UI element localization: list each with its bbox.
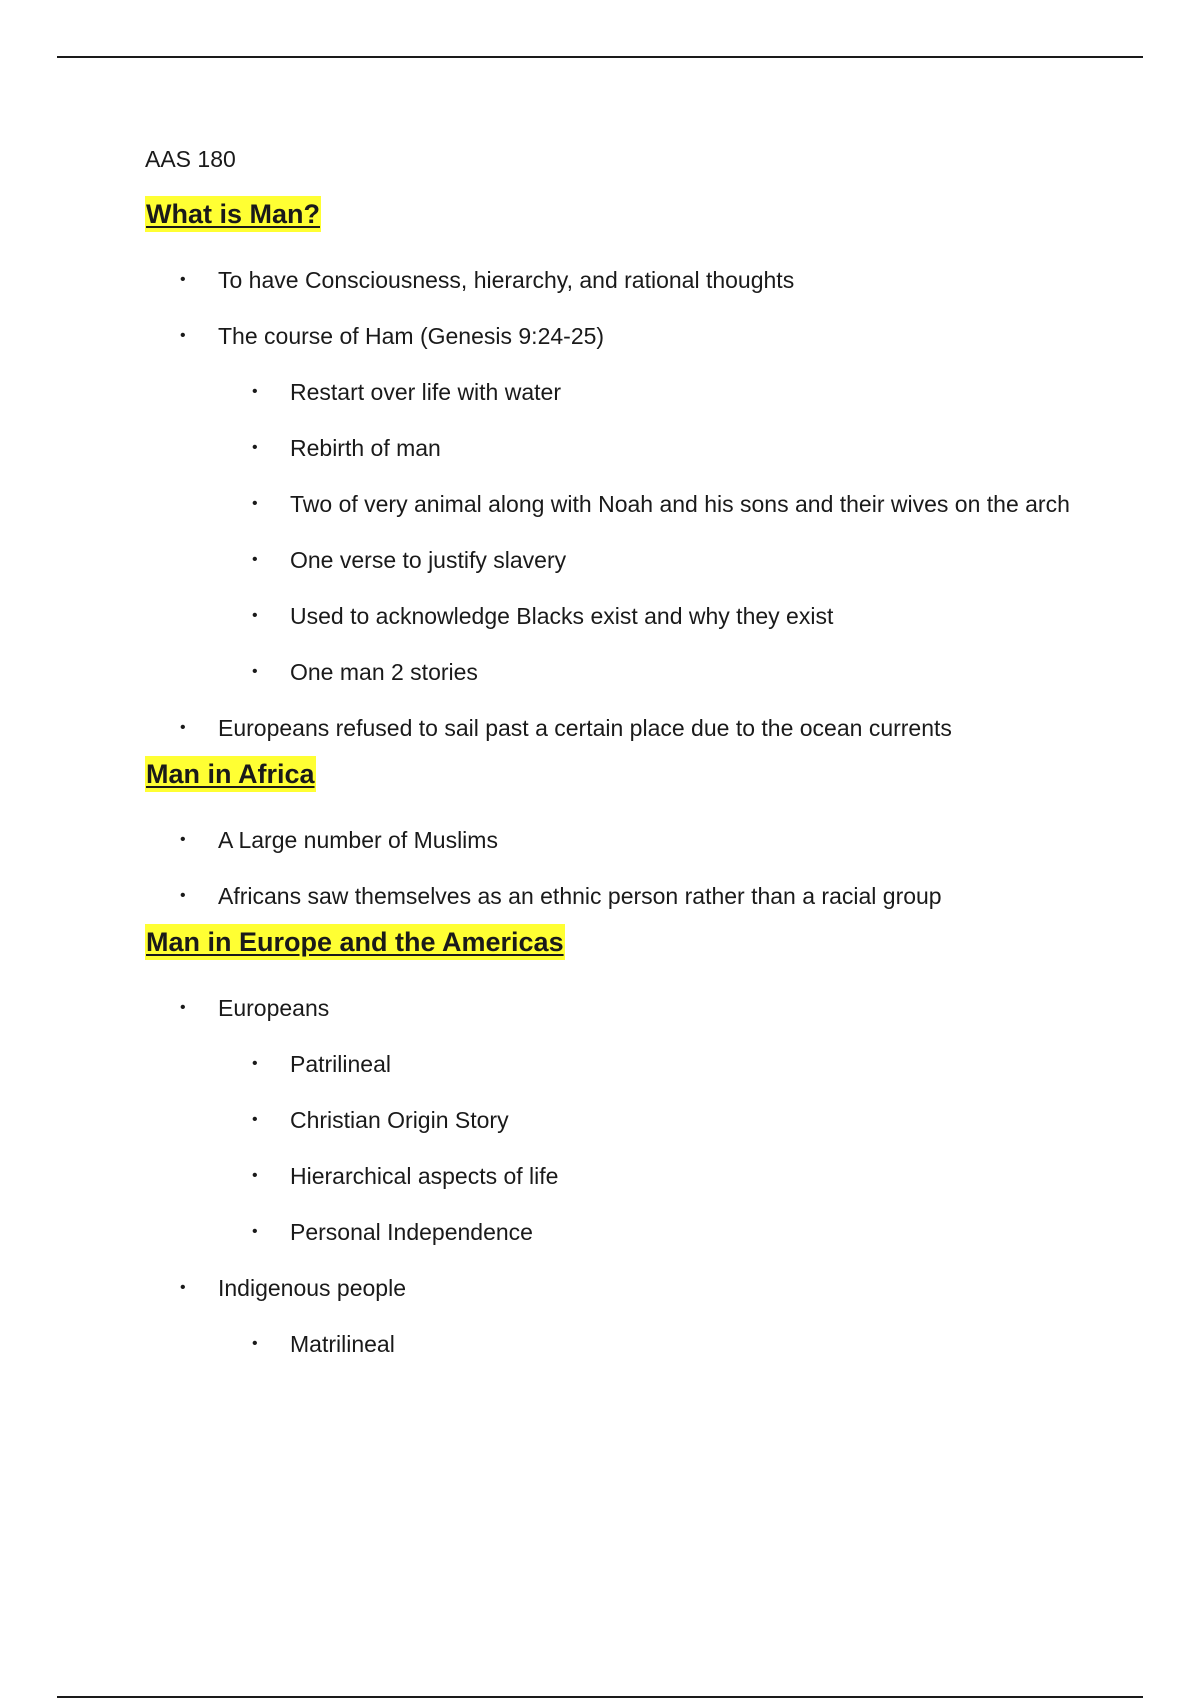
bottom-rule xyxy=(57,1696,1143,1698)
sub-list-item xyxy=(145,364,1085,420)
list-item xyxy=(145,980,1085,1036)
list-item xyxy=(145,252,1085,308)
section-heading-row xyxy=(145,756,1085,800)
bullet-icon: • xyxy=(252,607,258,624)
list-item-text: One verse to justify slavery xyxy=(290,547,567,573)
list-item xyxy=(145,308,1085,364)
section-heading-row xyxy=(145,924,1085,968)
list-item-text: One man 2 stories xyxy=(290,659,478,685)
bullet-list xyxy=(145,980,1085,1372)
sections-container xyxy=(145,196,1085,1372)
sub-list-item xyxy=(145,588,1085,644)
sub-list-item xyxy=(145,1316,1085,1372)
list-item-text: Rebirth of man xyxy=(290,435,441,461)
list-item-text: Used to acknowledge Blacks exist and why they exist xyxy=(290,603,834,629)
bullet-icon: • xyxy=(252,1335,258,1352)
sub-list-item xyxy=(145,420,1085,476)
list-item-text: A Large number of Muslims xyxy=(218,827,498,853)
bullet-icon: • xyxy=(180,887,186,904)
section-heading-row xyxy=(145,196,1085,240)
list-item-text: Restart over life with water xyxy=(290,379,561,405)
bullet-icon: • xyxy=(180,327,186,344)
section-title: What is Man? xyxy=(145,196,321,232)
bullet-icon: • xyxy=(252,1223,258,1240)
list-item-text: Personal Independence xyxy=(290,1219,533,1245)
list-item-text: Matrilineal xyxy=(290,1331,395,1357)
bullet-icon: • xyxy=(252,1055,258,1072)
bullet-icon: • xyxy=(252,495,258,512)
list-item-text: Europeans xyxy=(218,995,330,1021)
course-code: AAS 180 xyxy=(145,146,236,172)
bullet-icon: • xyxy=(252,1167,258,1184)
bullet-icon: • xyxy=(252,439,258,456)
list-item xyxy=(145,1260,1085,1316)
list-item-text: Two of very animal along with Noah and his sons and their wives on the arch xyxy=(290,491,1070,517)
bullet-icon: • xyxy=(180,719,186,736)
document-body xyxy=(145,142,1085,1372)
bullet-icon: • xyxy=(252,1111,258,1128)
list-item-text: To have Consciousness, hierarchy, and rational thoughts xyxy=(218,267,795,293)
bullet-icon: • xyxy=(180,831,186,848)
bullet-icon: • xyxy=(180,1279,186,1296)
sub-list-item xyxy=(145,476,1085,532)
section-title: Man in Africa xyxy=(145,756,316,792)
list-item xyxy=(145,812,1085,868)
list-item-text: Christian Origin Story xyxy=(290,1107,509,1133)
bullet-icon: • xyxy=(252,551,258,568)
list-item xyxy=(145,700,1085,756)
bullet-icon: • xyxy=(252,383,258,400)
sub-list-item xyxy=(145,1204,1085,1260)
list-item-text: Europeans refused to sail past a certain place due to the ocean currents xyxy=(218,715,952,741)
list-item-text: Hierarchical aspects of life xyxy=(290,1163,559,1189)
list-item-text: Indigenous people xyxy=(218,1275,406,1301)
list-item xyxy=(145,868,1085,924)
list-item-text: Patrilineal xyxy=(290,1051,391,1077)
bullet-icon: • xyxy=(180,271,186,288)
bullet-list xyxy=(145,252,1085,756)
sub-list-item xyxy=(145,532,1085,588)
sub-list-item xyxy=(145,1148,1085,1204)
bullet-icon: • xyxy=(180,999,186,1016)
sub-list-item xyxy=(145,644,1085,700)
section-title: Man in Europe and the Americas xyxy=(145,924,565,960)
list-item-text: Africans saw themselves as an ethnic person rather than a racial group xyxy=(218,883,942,909)
sub-list-item xyxy=(145,1036,1085,1092)
list-item-text: The course of Ham (Genesis 9:24-25) xyxy=(218,323,605,349)
bullet-list xyxy=(145,812,1085,924)
sub-list-item xyxy=(145,1092,1085,1148)
top-rule xyxy=(57,56,1143,58)
bullet-icon: • xyxy=(252,663,258,680)
